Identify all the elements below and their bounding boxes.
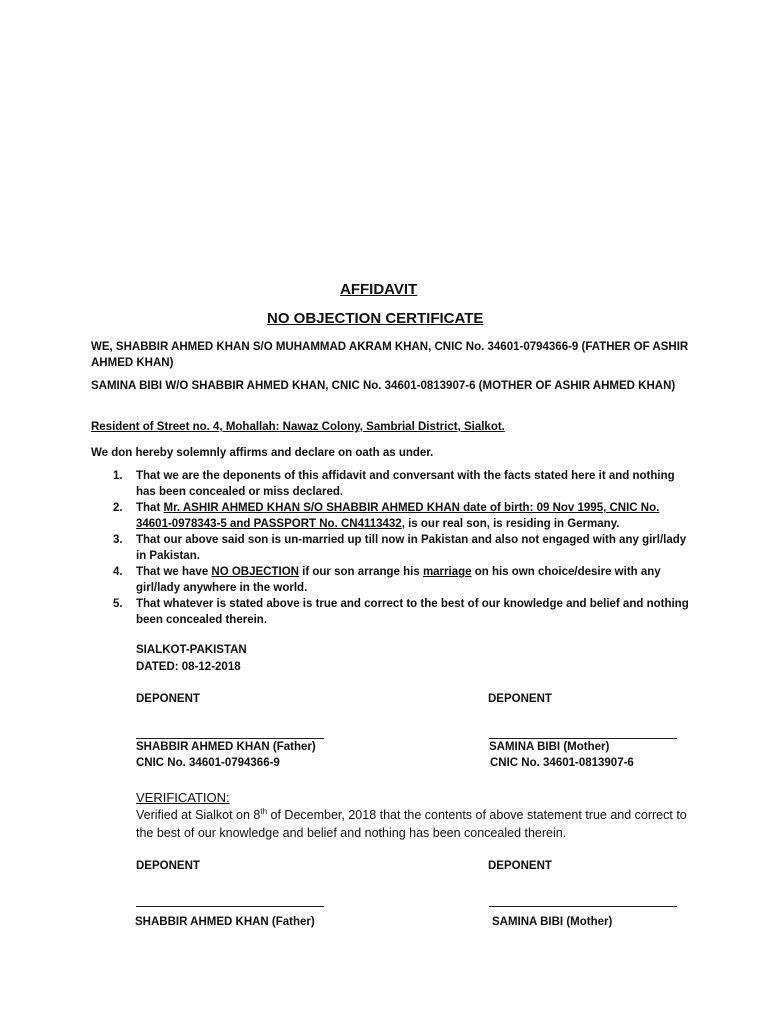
list-item-no-objection: NO OBJECTION: [211, 566, 299, 578]
signature-line-left-2: [136, 906, 324, 907]
list-item: [113, 468, 693, 500]
list-item: [113, 500, 693, 532]
list-item-text-mid: if our son arrange his: [298, 566, 423, 578]
signature-line-right: [489, 738, 677, 739]
deponent-father-paragraph: WE, SHABBIR AHMED KHAN S/O MUHAMMAD AKRAM KHAN, CNIC No. 34601-0794366-9 (FATHER OF ASHIR AHMED KHAN): [91, 341, 689, 369]
verification-text-pre: Verified at Sialkot on 8: [136, 808, 261, 822]
list-item-text-post: , is our real son, is residing in Germany.: [401, 518, 620, 530]
list-item-number: 1.: [113, 470, 123, 482]
list-item-text-underlined: Mr. ASHIR AHMED KHAN S/O SHABBIR AHMED KHAN date of birth: 09 Nov 1995, CNIC No. 34601-0978343-5 and PASSPORT No. CN4113432: [136, 502, 660, 530]
list-item: [113, 532, 693, 564]
deponent-mother-paragraph: SAMINA BIBI W/O SHABBIR AHMED KHAN, CNIC No. 34601-0813907-6 (MOTHER OF ASHIR AHMED KHAN): [91, 380, 676, 392]
list-item-text-post: on his own choice/desire with any girl/lady anywhere in the world.: [136, 566, 661, 594]
residence-text: Resident of Street no. 4, Mohallah: Nawaz Colony, Sambrial District, Sialkot.: [91, 421, 505, 433]
signer-cnic-right: CNIC No. 34601-0813907-6: [490, 757, 634, 769]
verification-heading: VERIFICATION:: [136, 790, 230, 805]
place-line: SIALKOT-PAKISTAN: [136, 644, 247, 656]
signature-line-left: [136, 738, 324, 739]
document-subtitle: NO OBJECTION CERTIFICATE: [267, 310, 484, 327]
signer-name-left-2: SHABBIR AHMED KHAN (Father): [135, 916, 315, 928]
list-item-number: 5.: [113, 598, 123, 610]
list-item-number: 3.: [113, 534, 123, 546]
verification-superscript: th: [260, 806, 268, 816]
verification-text-post: of December, 2018 that the contents of above statement true and correct to the best of our knowledge and belief and nothing has been concealed therein.: [136, 808, 687, 840]
signer-cnic-left: CNIC No. 34601-0794366-9: [136, 757, 280, 769]
list-item-number: 2.: [113, 502, 123, 514]
deponent-label-right-2: DEPONENT: [488, 860, 552, 872]
list-item-marriage: marriage: [422, 566, 472, 578]
deponent-label-left: DEPONENT: [136, 693, 200, 705]
verification-text: [136, 807, 696, 842]
list-item-text-pre: That: [136, 502, 164, 514]
list-item-text-pre: That we have: [136, 566, 212, 578]
date-line: DATED: 08-12-2018: [136, 661, 241, 673]
list-item-text: That we are the deponents of this affidavit and conversant with the facts stated here it and nothing has been concealed or miss declared.: [136, 470, 675, 498]
list-item: [113, 564, 693, 596]
deponent-label-left-2: DEPONENT: [136, 860, 200, 872]
residence-line: [91, 419, 691, 435]
signature-line-right-2: [489, 906, 677, 907]
declaration-line: We don hereby solemnly affirms and declare on oath as under.: [91, 447, 434, 459]
list-item-text: That whatever is stated above is true and correct to the best of our knowledge and belief and nothing been concealed therein.: [136, 598, 689, 626]
deponent-label-right: DEPONENT: [488, 693, 552, 705]
signer-name-right: SAMINA BIBI (Mother): [489, 741, 610, 753]
signer-name-right-2: SAMINA BIBI (Mother): [492, 916, 613, 928]
document-title: AFFIDAVIT: [340, 281, 418, 298]
list-item-number: 4.: [113, 566, 123, 578]
signer-name-left: SHABBIR AHMED KHAN (Father): [136, 741, 316, 753]
declaration-list: [113, 468, 693, 628]
list-item: [113, 596, 693, 628]
list-item-text: That our above said son is un-married up till now in Pakistan and also not engaged with any girl/lady in Pakistan.: [136, 534, 687, 562]
